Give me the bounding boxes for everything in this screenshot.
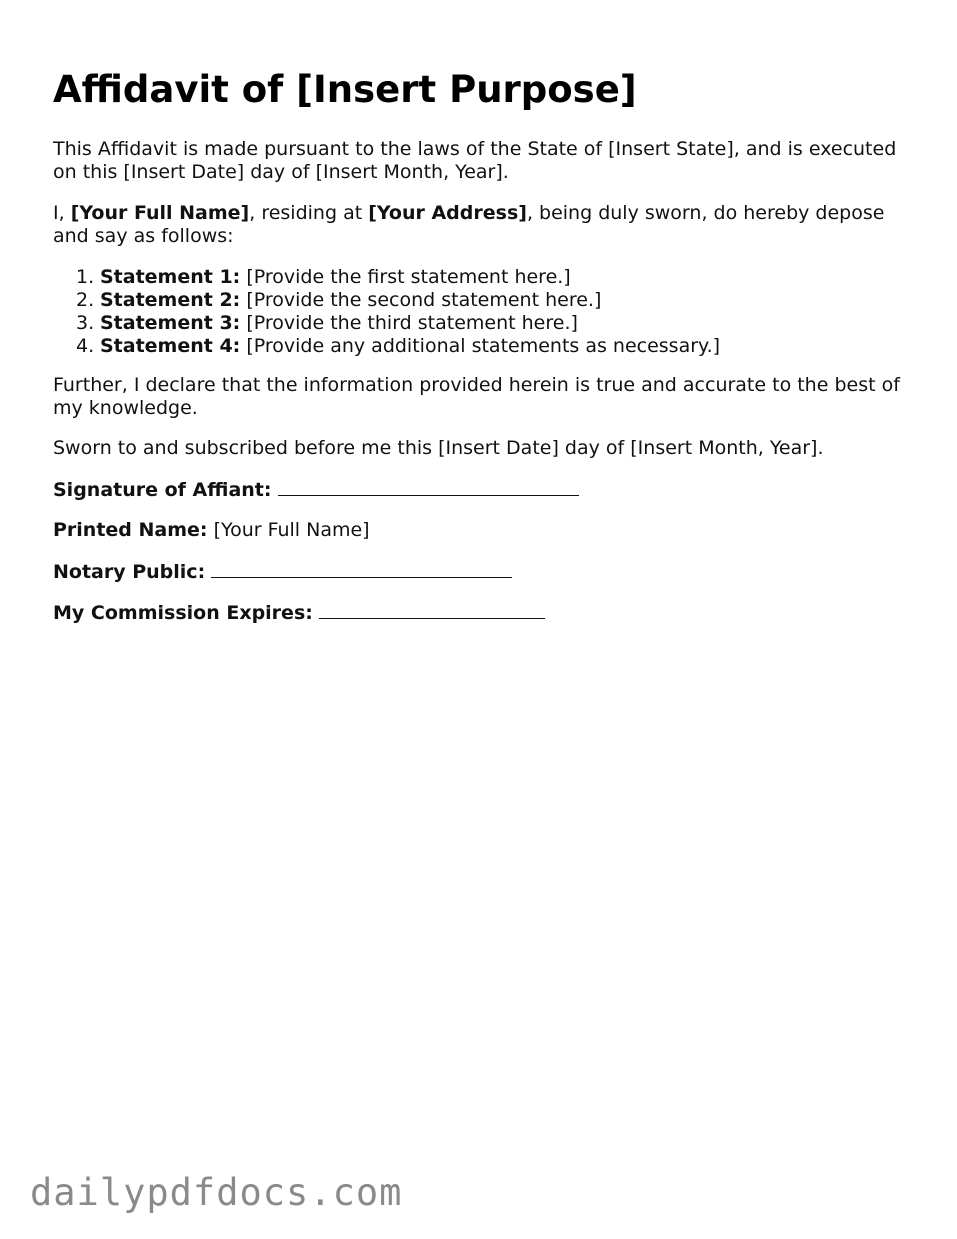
affiant-signature-row	[53, 478, 903, 502]
intro-line-1: This Affidavit is made pursuant to the laws of the State of [Insert State], and is executed	[53, 138, 897, 160]
affiant-signature-line[interactable]	[278, 478, 579, 496]
statement-label: Statement 3:	[100, 312, 241, 334]
declaration-line-1: Further, I declare that the information provided herein is true and accurate to the best of	[53, 374, 900, 396]
statement-text: [Provide the third statement here.]	[240, 312, 578, 334]
deponent-suffix: , being duly sworn, do hereby depose	[526, 202, 885, 224]
statement-item	[53, 312, 903, 335]
declaration-line-2: my knowledge.	[53, 397, 198, 419]
page-title: Affidavit of [Insert Purpose]	[53, 68, 637, 111]
statement-text: [Provide the second statement here.]	[240, 289, 602, 311]
deponent-middle: , residing at	[249, 202, 369, 224]
commission-expires-line[interactable]	[319, 601, 545, 619]
notary-public-label: Notary Public:	[53, 561, 206, 583]
statement-number: 3.	[76, 312, 95, 334]
deponent-line-2: and say as follows:	[53, 225, 234, 247]
notary-public-row	[53, 560, 903, 584]
statement-number: 1.	[76, 266, 95, 288]
printed-name-value: [Your Full Name]	[213, 519, 370, 541]
declaration-paragraph	[53, 374, 903, 420]
deponent-paragraph	[53, 202, 903, 248]
statement-item	[53, 335, 903, 358]
statement-item	[53, 289, 903, 312]
statement-number: 4.	[76, 335, 95, 357]
statement-label: Statement 4:	[100, 335, 241, 357]
statement-text: [Provide any additional statements as necessary.]	[240, 335, 721, 357]
statement-number: 2.	[76, 289, 95, 311]
commission-expires-label: My Commission Expires:	[53, 602, 313, 624]
statement-text: [Provide the first statement here.]	[240, 266, 571, 288]
printed-name-row	[53, 519, 903, 542]
watermark-text: dailypdfdocs.com	[30, 1171, 403, 1214]
notary-public-line[interactable]	[211, 560, 512, 578]
intro-line-2: on this [Insert Date] day of [Insert Month, Year].	[53, 161, 509, 183]
statement-label: Statement 1:	[100, 266, 241, 288]
statement-label: Statement 2:	[100, 289, 241, 311]
statements-list	[53, 266, 903, 358]
deponent-line-1	[53, 202, 903, 225]
affiant-signature-label: Signature of Affiant:	[53, 479, 272, 501]
sworn-statement: Sworn to and subscribed before me this [Insert Date] day of [Insert Month, Year].	[53, 437, 824, 459]
deponent-name: [Your Full Name]	[70, 202, 250, 224]
commission-expires-row	[53, 601, 903, 625]
deponent-prefix: I,	[53, 202, 71, 224]
statement-item	[53, 266, 903, 289]
deponent-address: [Your Address]	[368, 202, 527, 224]
intro-paragraph	[53, 138, 903, 184]
printed-name-label: Printed Name:	[53, 519, 208, 541]
